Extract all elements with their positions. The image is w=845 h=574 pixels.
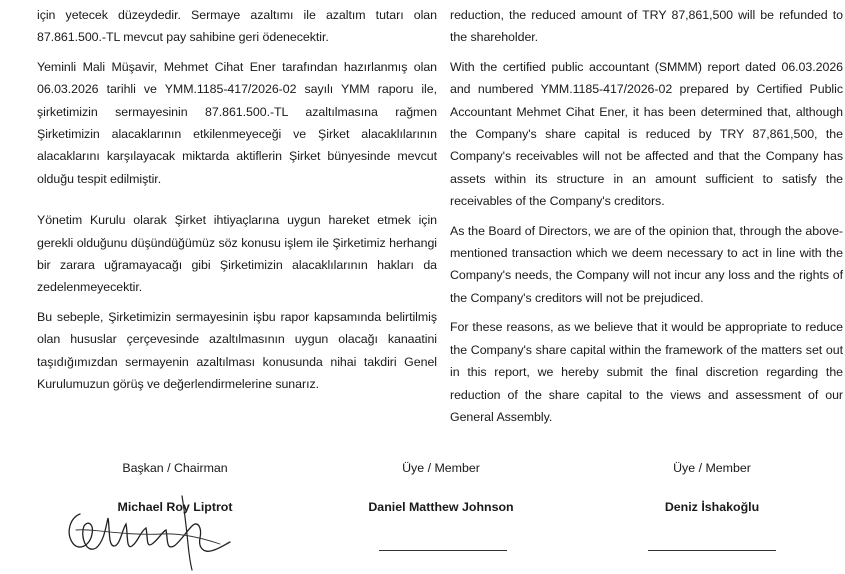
english-paragraph-1: reduction, the reduced amount of TRY 87,861,500 will be refunded to the shareholder. [450,8,843,45]
turkish-paragraph-4: Bu sebeple, Şirketimizin sermayesinin işbu rapor kapsamında belirtilmiş olan hususlar çerçevesinde azaltılmasının uygun olacağı kanaatini taşıdığımızdan sermayenin azaltılması konusunda nihai takdiri Genel Kurulumuzun görüş ve değerlendirmelerine sunarız. [37,309,437,392]
signature-line-member-1 [379,550,507,551]
turkish-column [37,4,437,403]
signatory-role: Üye / Member [673,461,751,475]
turkish-paragraph-2: Yeminli Mali Müşavir, Mehmet Cihat Ener tarafından hazırlanmış olan 06.03.2026 tarihli ve YMM.1185-417/2026-02 sayılı YMM raporu ile, şirketimizin sermayesinin 87.861.500.-TL azaltılmasına rağmen Şirketimizin alacaklarının etkilenmeyeceği ve Şirket alacaklılarının alacaklarını karşılayacak miktarda aktiflerin Şirket bünyesinde mevcut olduğu tespit edilmiştir. [37,59,437,186]
signature-line-member-2 [648,550,776,551]
signatory-member-1 [311,460,571,515]
signatory-name: Deniz İshakoğlu [664,500,760,514]
signatory-name: Michael Roy Liptrot [117,500,233,514]
signatory-role: Başkan / Chairman [122,461,228,475]
english-paragraph-2: With the certified public accountant (SMMM) report dated 06.03.2026 and numbered YMM.1185-417/2026-02 prepared by Certified Public Accountant Mehmet Cihat Ener, it has been determined that, although the Company's share capital is reduced by TRY 87,861,500, the Company's receivables will not be affected and that the Company has assets within its structure in an amount sufficient to satisfy the receivables of the Company's creditors. [450,59,843,209]
signatory-role: Üye / Member [402,461,480,475]
signatory-member-2 [582,460,842,515]
english-paragraph-4: For these reasons, as we believe that it would be appropriate to reduce the Company's share capital within the framework of the matters set out in this report, we hereby submit the final discretion regarding the reduction of the share capital to the views and assessment of our General Assembly. [450,320,843,424]
turkish-paragraph-3: Yönetim Kurulu olarak Şirket ihtiyaçlarına uygun hareket etmek için gerekli olduğunu düşündüğümüz söz konusu işlem ile Şirketimiz herhangi bir zarara uğramayacağı gibi Şirketimizin alacaklılarının hakları da zedelenmeyecektir. [37,213,437,295]
english-paragraph-3: As the Board of Directors, we are of the opinion that, through the above-mentioned transaction which we deem necessary to act in line with the Company's needs, the Company will not incur any loss and the rights of the Company's creditors will not be prejudiced. [450,223,843,305]
english-column [450,4,843,435]
handwritten-signature [62,484,232,574]
turkish-paragraph-1: için yetecek düzeydedir. Sermaye azaltımı ile azaltım tutarı olan 87.861.500.-TL mevcut pay sahibine geri ödenecektir. [37,8,437,45]
signatory-name: Daniel Matthew Johnson [368,500,514,514]
